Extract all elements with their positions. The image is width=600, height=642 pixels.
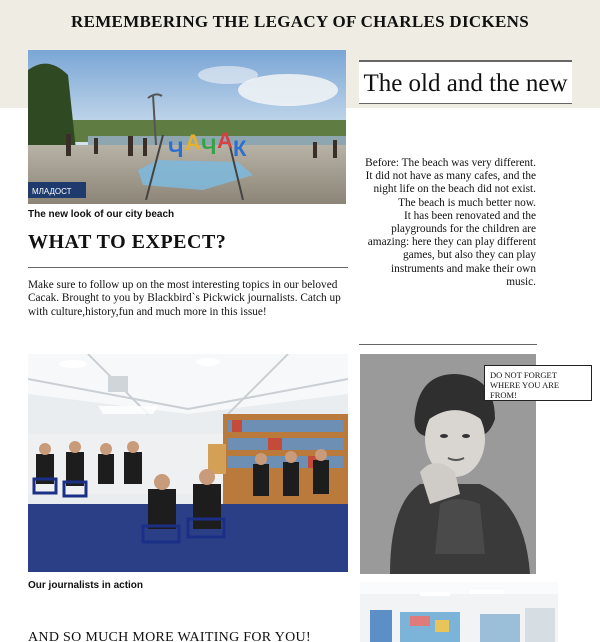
expect-heading: WHAT TO EXPECT? <box>28 231 227 253</box>
article-body <box>365 157 536 289</box>
journalists-photo-caption: Our journalists in action <box>28 580 144 591</box>
journalists-photo <box>28 354 348 572</box>
sign-letter-3: Ч <box>201 134 217 159</box>
article-paragraph-2: It has been renovated and the playgrounds for the children are amazing: here they can play different games, but also they can play instruments and make their own music. <box>367 209 536 288</box>
expect-body: Make sure to follow up on the most interesting topics in our beloved Cacak. Brought to you by Blackbird`s Pickwick journalists. Catch up with culture,history,fun and much more in this issue! <box>28 279 341 318</box>
expect-divider <box>28 267 348 268</box>
classroom-photo <box>360 582 558 642</box>
sign-letter-5: К <box>233 136 247 161</box>
masthead-title: REMEMBERING THE LEGACY OF CHARLES DICKENS <box>71 12 529 31</box>
beach-photo-caption: The new look of our city beach <box>28 209 175 220</box>
article-title-box <box>359 60 572 104</box>
footer-heading: AND SO MUCH MORE WAITING FOR YOU! <box>28 630 311 642</box>
beach-photo <box>28 50 346 204</box>
article-paragraph-1: Before: The beach was very different. It did not have as many cafes, and the night life on the beach did not exist. The beach is much better now. <box>365 157 536 209</box>
sign-letter-2: А <box>185 130 201 155</box>
sign-letter-4: А <box>217 128 233 153</box>
portrait-note: DO NOT FORGET WHERE YOU ARE FROM! <box>484 365 592 401</box>
sign-small-text: МЛАДОСТ <box>32 187 72 196</box>
sign-letter-1: Ч <box>168 137 184 162</box>
article-title: The old and the new <box>363 70 568 97</box>
title-bottom-rule <box>359 103 572 104</box>
article-end-rule <box>359 344 537 345</box>
